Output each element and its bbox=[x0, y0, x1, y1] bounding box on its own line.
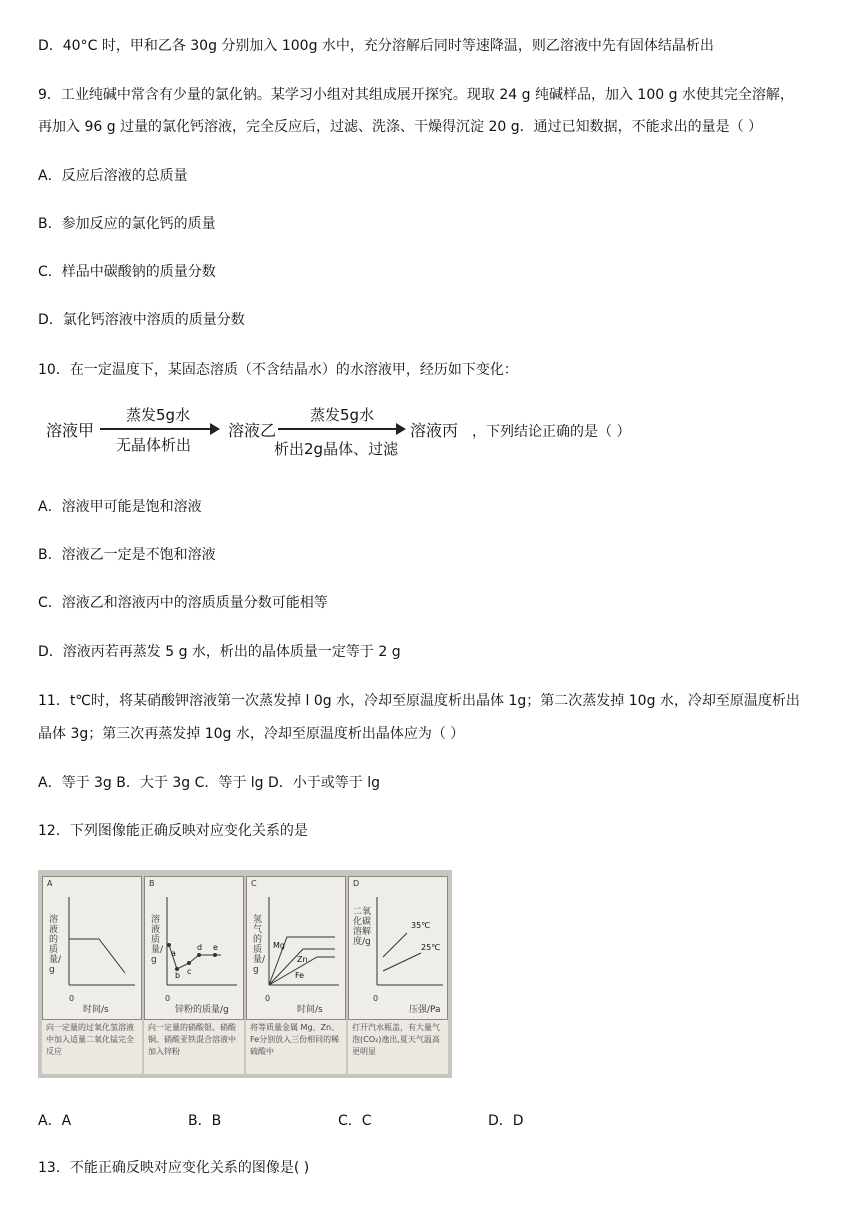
q11-stem-line2: 晶体 3g；第三次再蒸发掉 10g 水，冷却至原温度析出晶体应为（ ） bbox=[38, 726, 465, 742]
panel-b-graph bbox=[145, 877, 243, 1019]
q10-option-a: A．溶液甲可能是饱和溶液 bbox=[38, 499, 202, 515]
q9-stem-line2: 再加入 96 g 过量的氯化钙溶液，完全反应后，过滤、洗涤、干燥得沉淀 20 g．通过已知数据，不能求出的量是（ ） bbox=[38, 119, 763, 135]
flow-solution-yi: 溶液乙 bbox=[228, 421, 277, 440]
flow-arrow2 bbox=[278, 428, 404, 430]
q9-option-b: B．参加反应的氯化钙的质量 bbox=[38, 216, 216, 232]
panel-a-caption: 向一定量的过氧化氢溶液中加入适量二氧化锰完全反应 bbox=[42, 1020, 142, 1074]
q12-graph-photo bbox=[38, 870, 452, 1078]
q10-option-c: C．溶液乙和溶液丙中的溶质质量分数可能相等 bbox=[38, 595, 328, 611]
q10-stem-tail: ，下列结论正确的是（ ） bbox=[472, 424, 631, 440]
q9-option-c: C．样品中碳酸钠的质量分数 bbox=[38, 264, 216, 280]
q8-option-d: D．40°C 时，甲和乙各 30g 分别加入 100g 水中，充分溶解后同时等速降温，则乙溶液中先有固体结晶析出 bbox=[38, 38, 714, 54]
panel-a-graph bbox=[43, 877, 141, 1019]
flow-arrow1-top: 蒸发5g水 bbox=[126, 406, 191, 424]
panel-d: D 二氧化碳溶解度/g 35℃ 25℃ 0 压强/Pa bbox=[348, 876, 448, 1020]
panel-c: C 氢气的质量/g Mg Zn Fe 0 时间/s bbox=[246, 876, 346, 1020]
flow-solution-bing: 溶液丙 bbox=[410, 421, 459, 440]
panel-b: B 溶液质量/g a b c d e 0 锌粉的质量/g bbox=[144, 876, 244, 1020]
panel-c-caption: 将等质量金属 Mg、Zn、Fe分别放入三份相同的稀硫酸中 bbox=[246, 1020, 346, 1074]
q9-stem-line1: 9．工业纯碱中常含有少量的氯化钠。某学习小组对其组成展开探究。现取 24 g 纯碱样品，加入 100 g 水使其完全溶解， bbox=[38, 87, 794, 103]
q9-option-d: D．氯化钙溶液中溶质的质量分数 bbox=[38, 312, 245, 328]
q12-option-d: D．D bbox=[488, 1113, 524, 1129]
q12-option-c: C．C bbox=[338, 1113, 372, 1129]
q10-stem: 10．在一定温度下，某固态溶质（不含结晶水）的水溶液甲，经历如下变化： bbox=[38, 362, 518, 378]
panel-b-caption: 向一定量的硝酸银、硝酸铜、硝酸亚铁混合溶液中加入锌粉 bbox=[144, 1020, 244, 1074]
q12-stem: 12．下列图像能正确反映对应变化关系的是 bbox=[38, 823, 308, 839]
q12-option-b: B．B bbox=[188, 1113, 222, 1129]
q10-flow-diagram bbox=[38, 398, 678, 468]
q12-option-a: A．A bbox=[38, 1113, 72, 1129]
flow-arrow2-bottom: 析出2g晶体、过滤 bbox=[274, 440, 399, 458]
q10-option-d: D．溶液丙若再蒸发 5 g 水，析出的晶体质量一定等于 2 g bbox=[38, 644, 401, 660]
flow-arrow1 bbox=[100, 428, 218, 430]
panel-c-graph bbox=[247, 877, 345, 1019]
flow-arrow2-top: 蒸发5g水 bbox=[310, 406, 375, 424]
panel-a: A 溶液的质量/g 0 时间/s bbox=[42, 876, 142, 1020]
q10-option-b: B．溶液乙一定是不饱和溶液 bbox=[38, 547, 216, 563]
flow-solution-jia: 溶液甲 bbox=[46, 421, 95, 440]
flow-arrow1-bottom: 无晶体析出 bbox=[116, 436, 192, 454]
q11-stem-line1: 11．t℃时，将某硝酸钾溶液第一次蒸发掉 l 0g 水，冷却至原温度析出晶体 1g；第二次蒸发掉 10g 水，冷却至原温度析出 bbox=[38, 693, 800, 709]
q9-option-a: A．反应后溶液的总质量 bbox=[38, 168, 188, 184]
q13-stem: 13．不能正确反映对应变化关系的图像是( ) bbox=[38, 1160, 310, 1176]
q11-options: A．等于 3g B．大于 3g C．等于 lg D．小于或等于 lg bbox=[38, 775, 381, 791]
panel-d-caption: 打开汽水瓶盖，有大量气泡(CO₂)逸出,夏天气温高更明显 bbox=[348, 1020, 448, 1074]
